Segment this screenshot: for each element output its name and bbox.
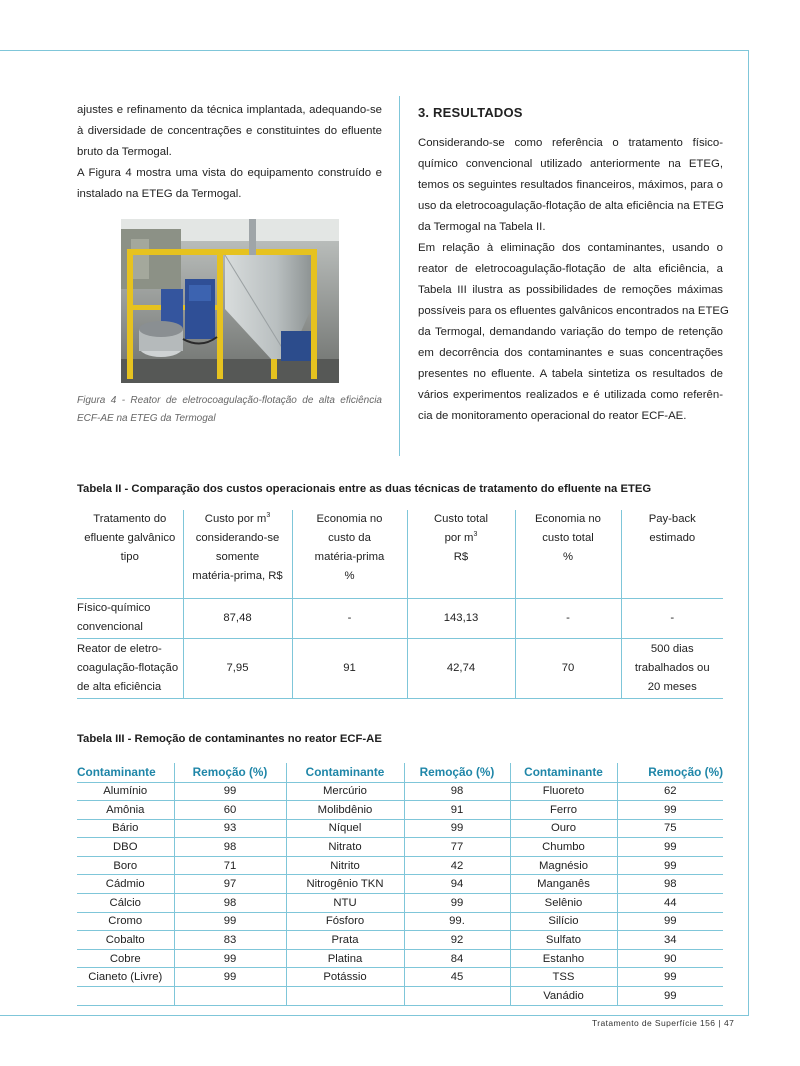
column-divider	[399, 96, 400, 456]
table-cell: -	[621, 598, 723, 638]
contaminant-cell: NTU	[286, 894, 404, 913]
text-line: Em relação à eliminação dos contaminantes, usando o	[418, 242, 723, 254]
text-line: A Figura 4 mostra uma vista do equipamento construído e	[77, 167, 382, 179]
caption-line: Figura 4 - Reator de eletrocoagulação-flotação de alta eficiência	[77, 395, 382, 406]
table-row	[77, 856, 723, 875]
contaminant-cell: Silício	[510, 912, 617, 931]
table-cell: 91	[292, 638, 407, 698]
table-3-body	[77, 782, 723, 1005]
table-2-header-cell: Pay-back estimado	[621, 510, 723, 598]
removal-cell: 99	[404, 819, 510, 838]
table-cell: 143,13	[407, 598, 515, 638]
text-line: em decorrência dos contaminantes e suas concentrações	[418, 347, 723, 359]
text-line: da Termogal, demandando variação do tempo de retenção	[418, 326, 723, 338]
removal-cell: 77	[404, 838, 510, 857]
table-cell: -	[515, 598, 621, 638]
contaminant-cell: Nitrato	[286, 838, 404, 857]
removal-cell: 97	[174, 875, 286, 894]
table-cell: -	[292, 598, 407, 638]
removal-cell: 99	[174, 782, 286, 801]
removal-cell: 99	[617, 801, 723, 820]
page-frame-bottom-rule	[0, 1015, 749, 1016]
removal-cell: 92	[404, 931, 510, 950]
removal-cell: 84	[404, 949, 510, 968]
removal-cell: 99	[617, 912, 723, 931]
removal-cell: 99	[617, 838, 723, 857]
table-2-header-cell: Economia no custo total %	[515, 510, 621, 598]
table-2-header-row	[77, 510, 723, 598]
text-line: bruto da Termogal.	[77, 146, 172, 158]
removal-cell: 71	[174, 856, 286, 875]
table-cell: 7,95	[183, 638, 292, 698]
removal-cell: 34	[617, 931, 723, 950]
text-line: presentes no efluente. A tabela sintetiza os resultados de	[418, 368, 723, 380]
column-header-contaminant: Contaminante	[510, 763, 617, 782]
table-2-header-cell: Custo total por $m^3$ R$	[407, 510, 515, 598]
removal-cell: 98	[617, 875, 723, 894]
text-line: temos os seguintes resultados financeiros, máximos, para o	[418, 179, 723, 191]
footer-journal: Tratamento de Superfície 156	[592, 1018, 716, 1028]
table-cell: 500 dias trabalhados ou 20 meses	[621, 638, 723, 698]
right-column-text	[418, 133, 729, 427]
page-number: 47	[723, 1018, 735, 1028]
table-row	[77, 912, 723, 931]
caption-line: ECF-AE na ETEG da Termogal	[77, 413, 216, 424]
text-line: uso da eletrocoagulação-flotação de alta eficiência na ETEG	[418, 200, 724, 212]
table-row	[77, 949, 723, 968]
section-heading: 3. RESULTADOS	[418, 105, 523, 120]
table-row	[77, 875, 723, 894]
removal-cell: 94	[404, 875, 510, 894]
text-line: possíveis para os efluentes galvânicos encontrados na ETEG	[418, 305, 729, 317]
figure-caption	[77, 392, 382, 428]
column-header-contaminant: Contaminante	[77, 763, 174, 782]
table-row	[77, 894, 723, 913]
removal-cell: 99	[617, 968, 723, 987]
text-line: químico convencional utilizado anteriormente na ETEG,	[418, 158, 723, 170]
removal-cell: 99	[617, 987, 723, 1006]
contaminant-cell: Cádmio	[77, 875, 174, 894]
contaminant-cell: Ferro	[510, 801, 617, 820]
removal-cell: 99	[174, 912, 286, 931]
contaminant-cell: Fluoreto	[510, 782, 617, 801]
removal-cell: 45	[404, 968, 510, 987]
removal-cell	[404, 987, 510, 1006]
table-cell: 42,74	[407, 638, 515, 698]
removal-cell: 99	[404, 894, 510, 913]
removal-cell: 99	[174, 949, 286, 968]
table-2-header-cell: Custo por $m^3$ considerando-se somente matéria-prima, R$	[183, 510, 292, 598]
text-line: cia de monitoramento operacional do reator ECF-AE.	[418, 410, 687, 422]
contaminant-cell: Estanho	[510, 949, 617, 968]
table-row	[77, 598, 723, 638]
contaminant-cell: Cianeto (Livre)	[77, 968, 174, 987]
contaminant-cell: Selênio	[510, 894, 617, 913]
contaminant-cell: Amônia	[77, 801, 174, 820]
removal-cell: 90	[617, 949, 723, 968]
removal-cell: 98	[404, 782, 510, 801]
footer-separator: |	[718, 1018, 721, 1028]
contaminant-cell: Potássio	[286, 968, 404, 987]
column-header-removal: Remoção (%)	[404, 763, 510, 782]
text-line: vários experimentos realizados e é utilizada como referên-	[418, 389, 723, 401]
removal-cell: 99	[617, 856, 723, 875]
table-2-row-label: Físico-químico convencional	[77, 598, 183, 638]
table-3	[77, 763, 723, 1006]
contaminant-cell: Chumbo	[510, 838, 617, 857]
table-row	[77, 782, 723, 801]
table-2-row-label: Reator de eletro- coagulação-flotação de alta eficiência	[77, 638, 183, 698]
table-row	[77, 968, 723, 987]
contaminant-cell	[77, 987, 174, 1006]
table-2-title: Tabela II - Comparação dos custos operacionais entre as duas técnicas de tratamento do efluente na ETEG	[77, 483, 652, 495]
figure-4-photo	[121, 219, 339, 383]
text-line: reator de eletrocoagulação-flotação de alta eficiência, a	[418, 263, 723, 275]
contaminant-cell: Cromo	[77, 912, 174, 931]
contaminant-cell: Níquel	[286, 819, 404, 838]
removal-cell: 91	[404, 801, 510, 820]
removal-cell: 83	[174, 931, 286, 950]
table-cell: 70	[515, 638, 621, 698]
removal-cell: 44	[617, 894, 723, 913]
contaminant-cell: Prata	[286, 931, 404, 950]
contaminant-cell: Magnésio	[510, 856, 617, 875]
table-row	[77, 819, 723, 838]
contaminant-cell: Sulfato	[510, 931, 617, 950]
contaminant-cell: Mercúrio	[286, 782, 404, 801]
removal-cell: 93	[174, 819, 286, 838]
contaminant-cell: Bário	[77, 819, 174, 838]
table-row	[77, 931, 723, 950]
table-2	[77, 510, 723, 699]
contaminant-cell: Cobalto	[77, 931, 174, 950]
text-line: à diversidade de concentrações e constituintes do efluente	[77, 125, 382, 137]
contaminant-cell: Ouro	[510, 819, 617, 838]
left-column-text	[77, 100, 382, 205]
text-line: Tabela III ilustra as possibilidades de remoções máximas	[418, 284, 723, 296]
removal-cell: 98	[174, 894, 286, 913]
table-cell: 87,48	[183, 598, 292, 638]
contaminant-cell: Cálcio	[77, 894, 174, 913]
removal-cell: 62	[617, 782, 723, 801]
contaminant-cell	[286, 987, 404, 1006]
contaminant-cell: Fósforo	[286, 912, 404, 931]
page-footer	[592, 1018, 734, 1028]
contaminant-cell: Cobre	[77, 949, 174, 968]
text-line: da Termogal na Tabela II.	[418, 221, 546, 233]
removal-cell: 98	[174, 838, 286, 857]
removal-cell: 99	[174, 968, 286, 987]
contaminant-cell: Alumínio	[77, 782, 174, 801]
page-frame-top-rule	[0, 50, 749, 51]
column-header-removal: Remoção (%)	[174, 763, 286, 782]
removal-cell: 42	[404, 856, 510, 875]
table-row	[77, 838, 723, 857]
table-row	[77, 801, 723, 820]
page-frame-right-rule	[748, 50, 749, 1016]
contaminant-cell: Boro	[77, 856, 174, 875]
contaminant-cell: DBO	[77, 838, 174, 857]
contaminant-cell: TSS	[510, 968, 617, 987]
text-line: instalado na ETEG da Termogal.	[77, 188, 242, 200]
contaminant-cell: Manganês	[510, 875, 617, 894]
table-2-header-cell: Economia no custo da matéria-prima %	[292, 510, 407, 598]
removal-cell	[174, 987, 286, 1006]
table-3-title: Tabela III - Remoção de contaminantes no reator ECF-AE	[77, 733, 382, 745]
text-line: Considerando-se como referência o tratamento físico-	[418, 137, 723, 149]
column-header-contaminant: Contaminante	[286, 763, 404, 782]
table-row	[77, 638, 723, 698]
table-row	[77, 987, 723, 1006]
contaminant-cell: Molibdênio	[286, 801, 404, 820]
text-line: ajustes e refinamento da técnica implantada, adequando-se	[77, 104, 382, 116]
contaminant-cell: Vanádio	[510, 987, 617, 1006]
removal-cell: 99.	[404, 912, 510, 931]
contaminant-cell: Platina	[286, 949, 404, 968]
column-header-removal: Remoção (%)	[617, 763, 723, 782]
removal-cell: 75	[617, 819, 723, 838]
contaminant-cell: Nitrogênio TKN	[286, 875, 404, 894]
table-2-header-cell: Tratamento do efluente galvânico tipo	[84, 513, 176, 563]
table-3-header-row	[77, 763, 723, 782]
removal-cell: 60	[174, 801, 286, 820]
contaminant-cell: Nitrito	[286, 856, 404, 875]
